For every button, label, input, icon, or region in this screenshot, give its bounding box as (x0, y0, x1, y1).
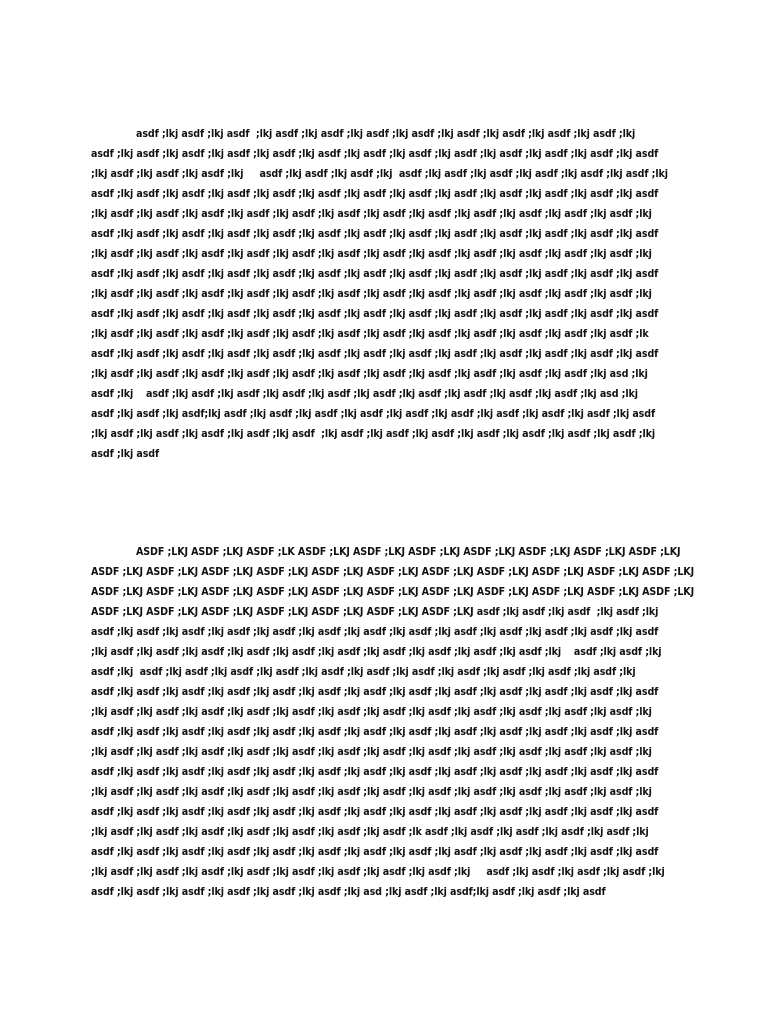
text-line: ;lkj asdf ;lkj asdf ;lkj asdf ;lkj asdf ;lkj asdf ;lkj asdf ;lkj asdf ;lkj asdf ;lkj asdf ;lkj asdf ;lkj asdf ;lkj asdf ;lk (91, 328, 649, 340)
text-line: asdf ;lkj asdf ;lkj asdf ;lkj asdf ;lkj asdf ;lkj asdf ;lkj asdf ;lkj asdf ;lkj asdf ;lkj asdf ;lkj asdf ;lkj asd ;lkj (91, 388, 638, 400)
text-line: ;lkj asdf ;lkj asdf ;lkj asdf ;lkj asdf ;lkj asdf ;lkj asdf ;lkj asdf ;lkj asdf ;lkj asdf ;lkj asdf ;lkj asdf ;lkj asdf ;lkj (91, 288, 652, 300)
text-line: asdf ;lkj asdf ;lkj asdf ;lkj asdf ;lkj asdf ;lkj asdf ;lkj asdf ;lkj asdf ;lkj asdf ;lkj asdf ;lkj asdf ;lkj asdf ;lkj asdf (91, 806, 659, 818)
text-line: asdf ;lkj asdf ;lkj asdf ;lkj asdf ;lkj asdf ;lkj asdf ;lkj asdf ;lkj asdf ;lkj asdf ;lkj asdf ;lkj asdf ;lkj asdf ;lkj asdf (91, 626, 659, 638)
text-line: asdf ;lkj asdf ;lkj asdf ;lkj asdf ;lkj asdf ;lkj asdf ;lkj asdf ;lkj asdf ;lkj asdf ;lkj asdf ;lkj asdf ;lkj asdf ;lkj asdf (91, 766, 659, 778)
text-line: asdf ;lkj asdf ;lkj asdf ;lkj asdf ;lkj asdf ;lkj asdf ;lkj asdf ;lkj asdf ;lkj asdf ;lkj asdf ;lkj asdf ;lkj asdf ;lkj asdf (91, 846, 659, 858)
text-line: asdf ;lkj asdf ;lkj asdf ;lkj asdf ;lkj asdf ;lkj asdf ;lkj asdf ;lkj asdf ;lkj asdf ;lkj asdf ;lkj asdf ;lkj asdf ;lkj asdf (91, 148, 659, 160)
paragraph-mixed-case (91, 542, 695, 902)
text-line: ;lkj asdf ;lkj asdf ;lkj asdf ;lkj asdf ;lkj asdf ;lkj asdf ;lkj asdf ;lkj asdf ;lkj asdf ;lkj asdf ;lkj asdf ;lkj asdf ;lkj (91, 248, 652, 260)
text-line: asdf ;lkj asdf ;lkj asdf ;lkj asdf ;lkj asdf ;lkj asdf ;lkj asd ;lkj asdf ;lkj asdf;lkj asdf ;lkj asdf ;lkj asdf (91, 886, 606, 898)
text-line: ;lkj asdf ;lkj asdf ;lkj asdf ;lkj asdf ;lkj asdf ;lkj asdf ;lkj asdf ;lkj asdf ;lkj asdf ;lkj asdf ;lkj asdf ;lkj asdf ;lkj (91, 786, 652, 798)
text-line: asdf ;lkj asdf ;lkj asdf ;lkj asdf ;lkj asdf ;lkj asdf ;lkj asdf ;lkj asdf ;lkj asdf ;lkj asdf ;lkj asdf ;lkj asdf ;lkj asdf (91, 726, 659, 738)
text-line: asdf ;lkj asdf ;lkj asdf ;lkj asdf ;lkj asdf ;lkj asdf ;lkj asdf ;lkj asdf ;lkj asdf ;lkj asdf ;lkj asdf ;lkj asdf ;lkj asdf (91, 686, 659, 698)
text-line: ;lkj asdf ;lkj asdf ;lkj asdf ;lkj asdf ;lkj asdf ;lkj asdf ;lkj asdf ;lkj asdf ;lkj asdf ;lkj asdf ;lkj asdf ;lkj asdf ;lkj (91, 208, 652, 220)
text-line: ASDF ;LKJ ASDF ;LKJ ASDF ;LKJ ASDF ;LKJ ASDF ;LKJ ASDF ;LKJ ASDF ;LKJ ASDF ;LKJ ASDF ;LKJ ASDF ;LKJ ASDF ;LKJ (91, 586, 695, 598)
text-line: asdf ;lkj asdf ;lkj asdf ;lkj asdf ;lkj asdf ;lkj asdf ;lkj asdf ;lkj asdf ;lkj asdf ;lkj asdf ;lkj asdf ;lkj asdf ;lkj asdf (91, 228, 659, 240)
text-line: ASDF ;LKJ ASDF ;LKJ ASDF ;LKJ ASDF ;LKJ ASDF ;LKJ ASDF ;LKJ ASDF ;LKJ ASDF ;LKJ ASDF ;LKJ ASDF ;LKJ ASDF ;LKJ (91, 566, 695, 578)
text-line: asdf ;lkj asdf ;lkj asdf ;lkj asdf ;lkj asdf ;lkj asdf ;lkj asdf ;lkj asdf ;lkj asdf ;lkj asdf ;lkj asdf ;lkj asdf ;lkj asdf (91, 308, 659, 320)
text-line: asdf ;lkj asdf ;lkj asdf ;lkj asdf ;lkj asdf ;lkj asdf ;lkj asdf ;lkj asdf ;lkj asdf ;lkj asdf ;lkj asdf ;lkj asdf ;lkj asdf (91, 268, 659, 280)
text-line: asdf ;lkj asdf ;lkj asdf ;lkj asdf ;lkj asdf ;lkj asdf ;lkj asdf ;lkj asdf ;lkj asdf ;lkj asdf ;lkj asdf ;lkj asdf ;lkj asdf (91, 348, 659, 360)
text-line: ASDF ;LKJ ASDF ;LKJ ASDF ;LK ASDF ;LKJ ASDF ;LKJ ASDF ;LKJ ASDF ;LKJ ASDF ;LKJ ASDF ;LKJ ASDF ;LKJ (91, 546, 681, 558)
text-line: asdf ;lkj asdf (91, 448, 160, 460)
text-line: ;lkj asdf ;lkj asdf ;lkj asdf ;lkj asdf ;lkj asdf ;lkj asdf ;lkj asdf ;lk asdf ;lkj asdf ;lkj asdf ;lkj asdf ;lkj asdf ;lkj (91, 826, 649, 838)
text-line: asdf ;lkj asdf ;lkj asdf;lkj asdf ;lkj asdf ;lkj asdf ;lkj asdf ;lkj asdf ;lkj asdf ;lkj asdf ;lkj asdf ;lkj asdf ;lkj asdf (91, 408, 656, 420)
paragraph-lowercase (91, 124, 681, 464)
text-line: ;lkj asdf ;lkj asdf ;lkj asdf ;lkj asdf ;lkj asdf ;lkj asdf ;lkj asdf ;lkj asdf ;lkj asdf ;lkj asdf ;lkj asdf ;lkj asdf ;lkj (91, 168, 668, 180)
text-line: ;lkj asdf ;lkj asdf ;lkj asdf ;lkj asdf ;lkj asdf ;lkj asdf ;lkj asdf ;lkj asdf ;lkj asdf ;lkj asdf ;lkj asdf ;lkj asdf ;lkj (91, 706, 652, 718)
text-line: ;lkj asdf ;lkj asdf ;lkj asdf ;lkj asdf ;lkj asdf ;lkj asdf ;lkj asdf ;lkj asdf ;lkj asdf ;lkj asdf ;lkj asdf ;lkj asdf ;lkj (91, 866, 665, 878)
text-line: ;lkj asdf ;lkj asdf ;lkj asdf ;lkj asdf ;lkj asdf ;lkj asdf ;lkj asdf ;lkj asdf ;lkj asdf ;lkj asdf ;lkj asdf ;lkj asdf ;lkj (91, 428, 656, 440)
text-line: ASDF ;LKJ ASDF ;LKJ ASDF ;LKJ ASDF ;LKJ ASDF ;LKJ ASDF ;LKJ ASDF ;LKJ asdf ;lkj asdf ;lkj asdf ;lkj asdf ;lkj (91, 606, 659, 618)
text-line: ;lkj asdf ;lkj asdf ;lkj asdf ;lkj asdf ;lkj asdf ;lkj asdf ;lkj asdf ;lkj asdf ;lkj asdf ;lkj asdf ;lkj asdf ;lkj asdf ;lkj (91, 746, 652, 758)
text-line: ;lkj asdf ;lkj asdf ;lkj asdf ;lkj asdf ;lkj asdf ;lkj asdf ;lkj asdf ;lkj asdf ;lkj asdf ;lkj asdf ;lkj asdf ;lkj asdf ;lkj (91, 646, 662, 658)
text-line: asdf ;lkj asdf ;lkj asdf ;lkj asdf ;lkj asdf ;lkj asdf ;lkj asdf ;lkj asdf ;lkj asdf ;lkj asdf ;lkj asdf ;lkj (91, 128, 636, 140)
text-line: asdf ;lkj asdf ;lkj asdf ;lkj asdf ;lkj asdf ;lkj asdf ;lkj asdf ;lkj asdf ;lkj asdf ;lkj asdf ;lkj asdf ;lkj asdf ;lkj (91, 666, 636, 678)
text-line: ;lkj asdf ;lkj asdf ;lkj asdf ;lkj asdf ;lkj asdf ;lkj asdf ;lkj asdf ;lkj asdf ;lkj asdf ;lkj asdf ;lkj asdf ;lkj asd ;lkj (91, 368, 648, 380)
text-line: asdf ;lkj asdf ;lkj asdf ;lkj asdf ;lkj asdf ;lkj asdf ;lkj asdf ;lkj asdf ;lkj asdf ;lkj asdf ;lkj asdf ;lkj asdf ;lkj asdf (91, 188, 659, 200)
